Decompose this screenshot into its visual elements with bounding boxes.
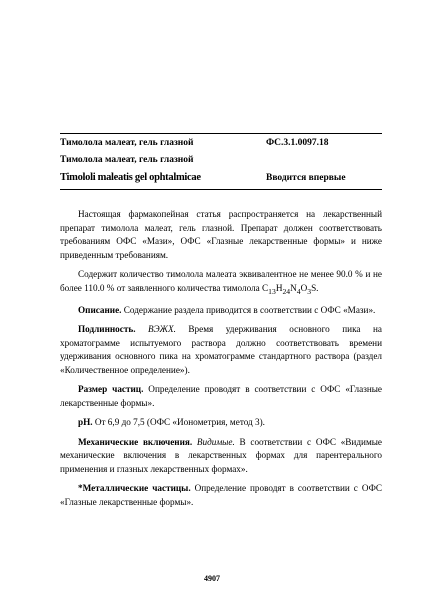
content-text: Содержит количество тимолола малеата эквивалентное не менее 90.0 % и не более 110.0 % от заявленного количества тимолола C	[60, 269, 382, 293]
monograph-body	[60, 208, 382, 515]
particle-size-text: Определение проводят в соответствии с ОФС «Глазные лекарственные формы».	[60, 384, 383, 408]
authenticity-text: Время удерживания основного пика на хроматограмме испытуемого раствора должно соответствовать времени удерживания основного пика на хроматограмме стандартного раствора (раздел «Количественное определение»).	[60, 324, 383, 375]
formula-o: O	[300, 282, 308, 293]
description-text: Содержание раздела приводится в соответствии с ОФС «Мази».	[121, 304, 376, 315]
formula-sub-13: 13	[268, 286, 276, 296]
formula-s: S.	[311, 282, 319, 293]
authenticity-paragraph	[60, 323, 382, 377]
metal-particles-paragraph	[60, 482, 382, 509]
description-label: Описание.	[78, 304, 122, 315]
intro-paragraph: Настоящая фармакопейная статья распространяется на лекарственный препарат тимолола малеат, гель глазной. Препарат должен соответствовать требованиям ОФС «Мази», ОФС «Глазные лекарственные формы» и ниже приведенным требованиям.	[60, 209, 382, 260]
authenticity-label: Подлинность.	[78, 324, 136, 335]
mechanical-inclusions-sub: Видимые.	[196, 436, 235, 447]
mechanical-inclusions-label: Механические включения.	[78, 436, 193, 447]
formula-h: H	[275, 282, 283, 293]
authenticity-method: ВЭЖХ.	[148, 324, 176, 335]
title-latin: Timololi maleatis gel ophtalmicae	[60, 172, 201, 183]
mechanical-inclusions-text: В соответствии с ОФС «Видимые механические включения в лекарственных формах для парентерального применения и глазных лекарственных формах».	[60, 436, 383, 474]
formula-sub-4: 4	[296, 286, 301, 296]
title-ru-1: Тимолола малеат, гель глазной	[60, 138, 194, 148]
ph-label: pH.	[78, 417, 93, 428]
ph-paragraph	[60, 416, 382, 430]
header-bottom-rule	[60, 189, 382, 190]
formula-n: N	[290, 282, 297, 293]
status-note: Вводится впервые	[266, 173, 346, 183]
title-ru-2: Тимолола малеат, гель глазной	[60, 155, 194, 165]
header-top-rule	[60, 133, 382, 134]
metal-particles-text: Определение проводят в соответствии с ОФС «Глазные лекарственные формы».	[60, 483, 382, 507]
page-number: 4907	[204, 574, 220, 583]
description-paragraph	[60, 304, 382, 318]
particle-size-paragraph	[60, 383, 382, 410]
metal-particles-label: *Металлические частицы.	[78, 483, 191, 494]
content-paragraph	[60, 268, 382, 298]
particle-size-label: Размер частиц.	[78, 384, 144, 395]
formula-sub-24: 24	[282, 286, 291, 296]
ph-text: От 6,9 до 7,5 (ОФС «Ионометрия, метод 3).	[92, 417, 265, 428]
mechanical-inclusions-paragraph	[60, 436, 382, 477]
formula-sub-3: 3	[307, 286, 312, 296]
monograph-code: ФС.3.1.0097.18	[266, 138, 329, 148]
